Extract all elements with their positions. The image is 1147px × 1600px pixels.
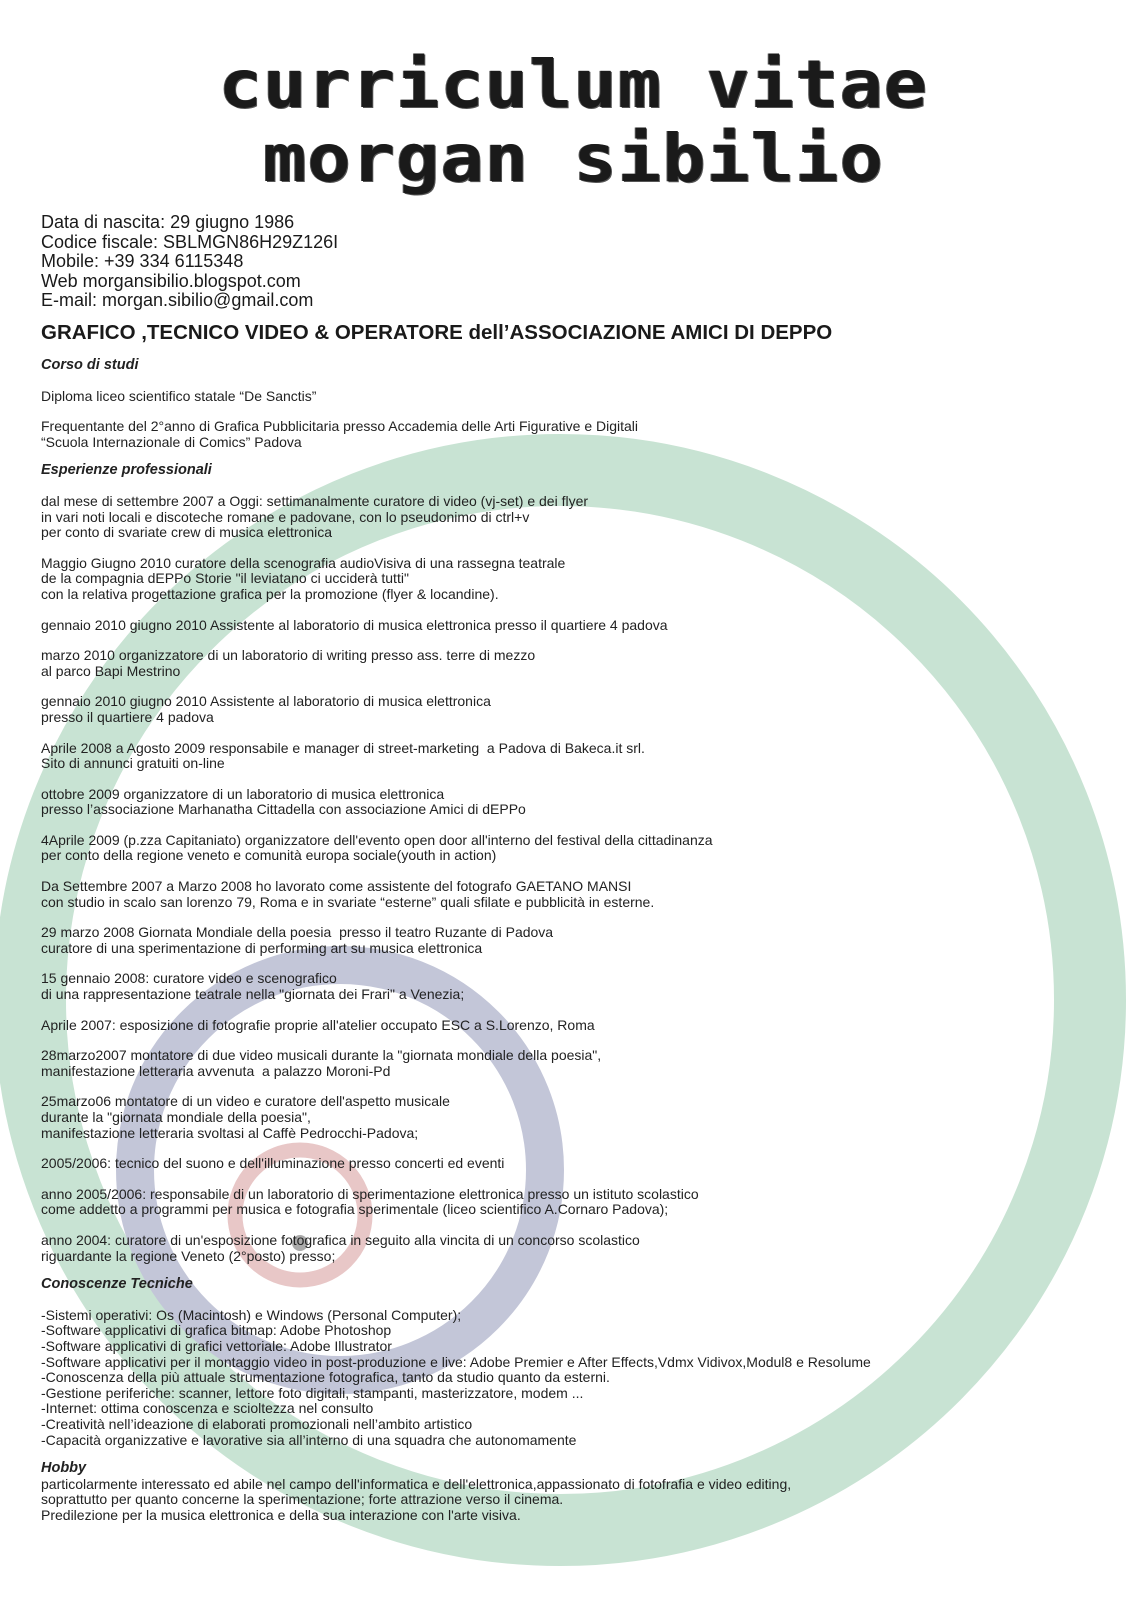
experience-item: Aprile 2008 a Agosto 2009 responsabile e manager di street-marketing a Padova di Bakeca.it srl. Sito di annunci gratuiti on-line	[41, 739, 645, 772]
skill-item: -Software applicativi per il montaggio video in post-produzione e live: Adobe Premier e After Effects,Vdmx Vidivox,Modul8 e Resolume	[41, 1353, 871, 1370]
hobby-item: particolarmente interessato ed abile nel campo dell'informatica e dell'elettronica,appassionato di fotofrafia e video editing,	[41, 1475, 792, 1492]
study-item: Diploma liceo scientifico statale “De Sanctis”	[41, 387, 317, 404]
hobby-item: soprattutto per quanto concerne la sperimentazione; forte attrazione verso il cinema.	[41, 1491, 564, 1508]
experience-item: 25marzo06 montatore di un video e curatore dell'aspetto musicale durante la "giornata mondiale della poesia", manifestazione letteraria svoltasi al Caffè Pedrocchi-Padova;	[41, 1093, 450, 1141]
experience-item: dal mese di settembre 2007 a Oggi: settimanalmente curatore di video (vj-set) e dei flyer in vari noti locali e discoteche romane e padovane, con lo pseudonimo di ctrl+v per conto di svariate crew di musica elettronica	[41, 492, 589, 541]
skill-item: -Creatività nell’ideazione di elaborati promozionali nell’ambito artistico	[41, 1415, 473, 1432]
experience-item: Maggio Giugno 2010 curatore della scenografia audioVisiva di una rassegna teatrale de la compagnia dEPPo Storie "il leviatano ci ucciderà tutti" con la relativa progettazione grafica per la promozione (flyer & locandine).	[41, 554, 566, 602]
studies-title: Corso di studi	[41, 357, 139, 373]
hobby-item: Predilezione per la musica elettronica e della sua interazione con l'arte visiva.	[41, 1506, 521, 1523]
title-line-1: curriculum vitae	[218, 45, 929, 123]
experience-item: 15 gennaio 2008: curatore video e scenografico di una rappresentazione teatrale nella "giornata dei Frari" a Venezia;	[41, 970, 465, 1003]
experience-item: 4Aprile 2009 (p.zza Capitaniato) organizzatore dell'evento open door all'interno del festival della cittadinanza per conto della regione veneto e comunità europa sociale(youth in action)	[41, 831, 713, 864]
experience-item: 29 marzo 2008 Giornata Mondiale della poesia presso il teatro Ruzante di Padova curatore di una sperimentazione di performing art su musica elettronica	[41, 924, 554, 956]
mobile: Mobile: +39 334 6115348	[41, 251, 244, 271]
hobby-title: Hobby	[41, 1460, 87, 1477]
skill-item: -Software applicativi di grafica bitmap: Adobe Photoshop	[41, 1322, 392, 1339]
tax-code: Codice fiscale: SBLMGN86H29Z126I	[41, 231, 339, 252]
experience-item: 28marzo2007 montatore di due video musicali durante la "giornata mondiale della poesia", manifestazione letteraria avvenuta a palazzo Moroni-Pd	[41, 1047, 602, 1079]
contact-block	[41, 213, 338, 311]
experience-item: Aprile 2007: esposizione di fotografie proprie all'atelier occupato ESC a S.Lorenzo, Roma	[41, 1016, 595, 1033]
website: Web morgansibilio.blogspot.com	[41, 270, 301, 291]
experience-item: gennaio 2010 giugno 2010 Assistente al laboratorio di musica elettronica presso il quartiere 4 padova	[41, 616, 668, 633]
skill-item: -Internet: ottima conoscenza e scioltezza nel consulto	[41, 1400, 374, 1417]
experience-item: marzo 2010 organizzatore di un laboratorio di writing presso ass. terre di mezzo al parco Bapi Mestrino	[41, 647, 536, 679]
experience-item: 2005/2006: tecnico del suono e dell'illuminazione presso concerti ed eventi	[41, 1155, 505, 1172]
skill-item: -Software applicativi di grafici vettoriale: Adobe Illustrator	[41, 1337, 392, 1354]
experience-item: anno 2005/2006: responsabile di un laboratorio di sperimentazione elettronica presso un istituto scolastico come addetto a programmi per musica e fotografia sperimentale (liceo scientifico A.Cornaro Padova);	[41, 1185, 699, 1218]
job-heading: GRAFICO ,TECNICO VIDEO & OPERATORE dell’ASSOCIAZIONE AMICI DI DEPPO	[41, 321, 833, 344]
experience-item: gennaio 2010 giugno 2010 Assistente al laboratorio di musica elettronica presso il quartiere 4 padova	[41, 693, 491, 725]
experience-title: Esperienze professionali	[41, 462, 212, 479]
experience-item: Da Settembre 2007 a Marzo 2008 ho lavorato come assistente del fotografo GAETANO MANSI con studio in scalo san lorenzo 79, Roma e in svariate “esterne” quali sfilate e pubblicità in esterne.	[41, 878, 655, 910]
email: E-mail: morgan.sibilio@gmail.com	[41, 290, 314, 310]
skills-title: Conoscenze Tecniche	[41, 1276, 193, 1293]
skill-item: -Gestione periferiche: scanner, lettore foto digitali, stampanti, masterizzatore, modem ...	[41, 1384, 584, 1401]
skill-item: -Conoscenza della più attuale strumentazione fotografica, tanto da studio quanto da esterni.	[41, 1369, 610, 1386]
birth-date: Data di nascita: 29 giugno 1986	[41, 212, 295, 232]
experience-item: anno 2004: curatore di un'esposizione fotografica in seguito alla vincita di un concorso scolastico riguardante la regione Veneto (2°posto) presso;	[41, 1231, 640, 1264]
experience-item: ottobre 2009 organizzatore di un laboratorio di musica elettronica presso l’associazione Marhanatha Cittadella con associazione Amici di dEPPo	[41, 785, 526, 818]
skill-item: -Sistemi operativi: Os (Macintosh) e Windows (Personal Computer);	[41, 1306, 462, 1323]
skill-item: -Capacità organizzative e lavorative sia all’interno di una squadra che autonomamente	[41, 1431, 577, 1448]
resume-body	[41, 358, 1121, 1523]
study-item: Frequentante del 2°anno di Grafica Pubblicitaria presso Accademia delle Arti Figurative e Digitali “Scuola Internazionale di Comics” Padova	[41, 418, 639, 450]
title-line-2: morgan sibilio	[263, 119, 884, 197]
